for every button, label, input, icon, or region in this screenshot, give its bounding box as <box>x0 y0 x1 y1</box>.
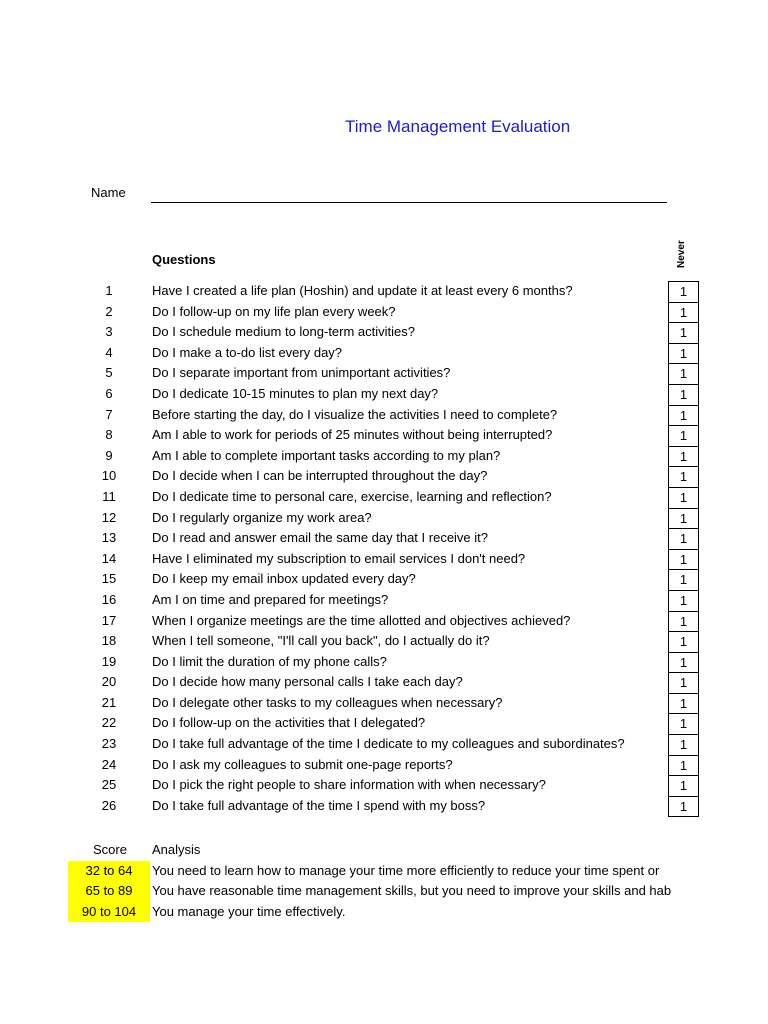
question-text: Do I follow-up on the activities that I delegated? <box>152 715 426 731</box>
question-row <box>0 611 768 632</box>
answer-cell[interactable]: 1 <box>669 756 698 777</box>
question-number: 16 <box>101 591 117 607</box>
question-number: 26 <box>101 797 117 813</box>
question-text: Am I able to work for periods of 25 minutes without being interrupted? <box>152 427 553 443</box>
score-range: 65 to 89 <box>68 881 150 902</box>
question-text: Do I delegate other tasks to my colleagues when necessary? <box>152 694 503 710</box>
answer-cell[interactable]: 1 <box>669 509 698 530</box>
question-number: 25 <box>101 777 117 793</box>
question-number: 23 <box>101 736 117 752</box>
score-header-row <box>0 840 768 861</box>
question-number: 10 <box>101 468 117 484</box>
answer-cell[interactable]: 1 <box>669 529 698 550</box>
question-text: Have I created a life plan (Hoshin) and update it at least every 6 months? <box>152 283 573 298</box>
analysis-text: You have reasonable time management skills, but you need to improve your skills and hab <box>152 883 672 899</box>
question-number: 22 <box>101 715 117 731</box>
question-text: Do I ask my colleagues to submit one-page reports? <box>152 756 453 772</box>
question-row <box>0 569 768 590</box>
answer-cell[interactable]: 1 <box>669 591 698 612</box>
score-header: Score <box>93 842 127 857</box>
question-row <box>0 487 768 508</box>
question-row <box>0 775 768 796</box>
question-number: 3 <box>105 324 113 340</box>
question-text: Have I eliminated my subscription to email services I don't need? <box>152 550 526 566</box>
answer-cell[interactable]: 1 <box>669 447 698 468</box>
question-row <box>0 549 768 570</box>
answer-cell[interactable]: 1 <box>669 426 698 447</box>
question-text: Am I able to complete important tasks according to my plan? <box>152 447 501 463</box>
answer-cell[interactable]: 1 <box>669 282 698 303</box>
question-number: 20 <box>101 674 117 690</box>
question-row <box>0 466 768 487</box>
question-row <box>0 734 768 755</box>
answer-cell[interactable]: 1 <box>669 653 698 674</box>
question-number: 5 <box>105 365 113 381</box>
question-text: When I organize meetings are the time allotted and objectives achieved? <box>152 612 571 628</box>
answer-cell[interactable]: 1 <box>669 488 698 509</box>
question-row <box>0 281 768 302</box>
question-text: Do I keep my email inbox updated every day? <box>152 571 416 587</box>
score-range: 32 to 64 <box>68 861 150 882</box>
question-number: 11 <box>102 488 116 504</box>
question-text: Do I make a to-do list every day? <box>152 344 343 360</box>
answer-cell[interactable]: 1 <box>669 632 698 653</box>
question-number: 4 <box>105 344 113 360</box>
question-text: Do I dedicate 10-15 minutes to plan my next day? <box>152 385 439 401</box>
questions-header: Questions <box>152 252 216 267</box>
score-range-row <box>0 881 768 902</box>
question-row <box>0 322 768 343</box>
page-title: Time Management Evaluation <box>345 117 571 136</box>
question-row <box>0 528 768 549</box>
answer-cell[interactable]: 1 <box>669 323 698 344</box>
answer-cell[interactable]: 1 <box>669 364 698 385</box>
question-row <box>0 384 768 405</box>
question-text: Do I decide when I can be interrupted throughout the day? <box>152 468 488 484</box>
answer-cell[interactable]: 1 <box>669 570 698 591</box>
analysis-text: You manage your time effectively. <box>152 903 346 919</box>
score-range: 90 to 104 <box>68 902 150 923</box>
question-number: 12 <box>101 509 117 525</box>
question-text: Do I pick the right people to share information with when necessary? <box>152 777 546 793</box>
name-label: Name <box>91 185 126 200</box>
question-number: 21 <box>101 694 117 710</box>
question-text: Do I dedicate time to personal care, exercise, learning and reflection? <box>152 488 552 504</box>
question-text: Do I take full advantage of the time I dedicate to my colleagues and subordinates? <box>152 736 625 752</box>
question-number: 8 <box>105 427 113 443</box>
question-number: 18 <box>101 633 117 649</box>
question-row <box>0 405 768 426</box>
question-row <box>0 713 768 734</box>
question-row <box>0 672 768 693</box>
analysis-text: You need to learn how to manage your time more efficiently to reduce your time spent or <box>152 862 660 878</box>
answer-cell[interactable]: 1 <box>669 797 698 818</box>
question-number: 2 <box>105 303 113 319</box>
analysis-header: Analysis <box>152 842 201 857</box>
answer-cell[interactable]: 1 <box>669 385 698 406</box>
never-column-header: Never <box>676 240 687 268</box>
question-number: 7 <box>105 406 113 422</box>
question-text: Do I read and answer email the same day that I receive it? <box>152 530 489 546</box>
answer-cell[interactable]: 1 <box>669 467 698 488</box>
question-number: 9 <box>105 447 113 463</box>
question-text: Am I on time and prepared for meetings? <box>152 591 389 607</box>
question-row <box>0 302 768 323</box>
question-text: When I tell someone, "I'll call you back", do I actually do it? <box>152 633 490 649</box>
question-row <box>0 693 768 714</box>
question-text: Do I limit the duration of my phone calls? <box>152 653 387 669</box>
question-row <box>0 652 768 673</box>
question-row <box>0 631 768 652</box>
question-text: Do I follow-up on my life plan every week? <box>152 303 396 319</box>
answer-cell[interactable]: 1 <box>669 612 698 633</box>
question-row <box>0 590 768 611</box>
answer-cell[interactable]: 1 <box>669 714 698 735</box>
answer-cell[interactable]: 1 <box>669 344 698 365</box>
answer-cell[interactable]: 1 <box>669 694 698 715</box>
question-text: Do I take full advantage of the time I spend with my boss? <box>152 797 486 813</box>
score-analysis-section <box>0 840 768 922</box>
score-range-row <box>0 861 768 882</box>
question-number: 1 <box>105 283 113 298</box>
question-text: Do I separate important from unimportant activities? <box>152 365 451 381</box>
answer-cell[interactable]: 1 <box>669 735 698 756</box>
name-input-line[interactable] <box>151 202 667 203</box>
question-row <box>0 343 768 364</box>
question-number: 15 <box>101 571 117 587</box>
never-answer-column <box>668 281 699 817</box>
question-row <box>0 446 768 467</box>
question-number: 6 <box>105 385 113 401</box>
question-row <box>0 755 768 776</box>
question-text: Do I regularly organize my work area? <box>152 509 372 525</box>
question-row <box>0 796 768 817</box>
question-row <box>0 425 768 446</box>
question-row <box>0 363 768 384</box>
question-number: 13 <box>101 530 117 546</box>
answer-cell[interactable]: 1 <box>669 673 698 694</box>
question-text: Before starting the day, do I visualize the activities I need to complete? <box>152 406 558 422</box>
score-range-row <box>0 902 768 923</box>
answer-cell[interactable]: 1 <box>669 550 698 571</box>
question-text: Do I schedule medium to long-term activities? <box>152 324 416 340</box>
question-number: 17 <box>101 612 117 628</box>
answer-cell[interactable]: 1 <box>669 303 698 324</box>
question-row <box>0 508 768 529</box>
answer-cell[interactable]: 1 <box>669 406 698 427</box>
answer-cell[interactable]: 1 <box>669 776 698 797</box>
question-number: 19 <box>101 653 117 669</box>
questions-list <box>0 281 768 816</box>
question-number: 24 <box>101 756 117 772</box>
question-number: 14 <box>101 550 117 566</box>
question-text: Do I decide how many personal calls I take each day? <box>152 674 463 690</box>
